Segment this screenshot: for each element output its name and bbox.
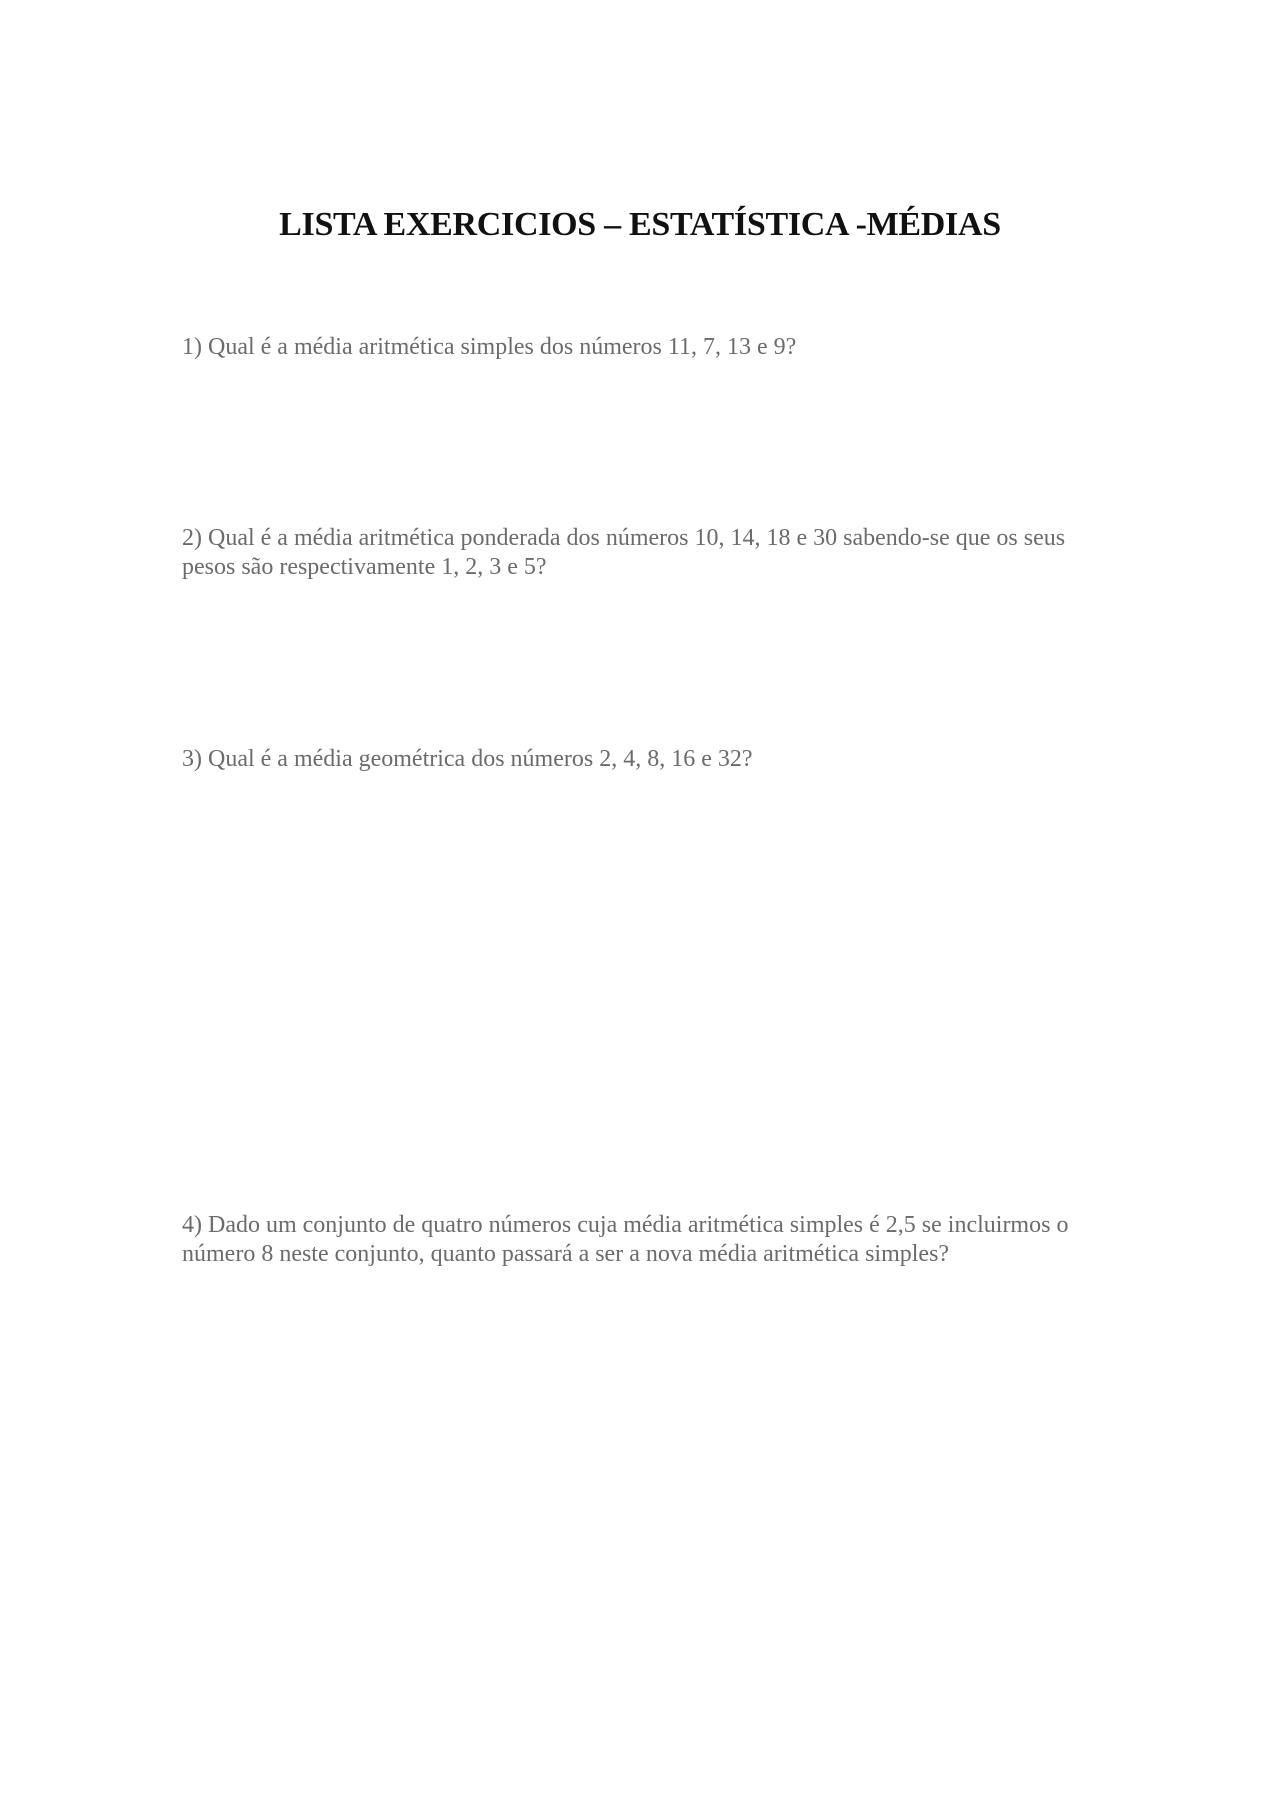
question-3: 3) Qual é a média geométrica dos números 2, 4, 8, 16 e 32? xyxy=(182,746,753,772)
question-4: 4) Dado um conjunto de quatro números cuja média aritmética simples é 2,5 se incluirmos o número 8 neste conjunto, quanto passará a ser a nova média aritmética simples? xyxy=(182,1212,1069,1267)
question-2: 2) Qual é a média aritmética ponderada dos números 10, 14, 18 e 30 sabendo-se que os seus pesos são respectivamente 1, 2, 3 e 5? xyxy=(182,525,1066,580)
question-1: 1) Qual é a média aritmética simples dos números 11, 7, 13 e 9? xyxy=(182,334,797,360)
page-title: LISTA EXERCICIOS – ESTATÍSTICA -MÉDIAS xyxy=(279,206,1001,243)
